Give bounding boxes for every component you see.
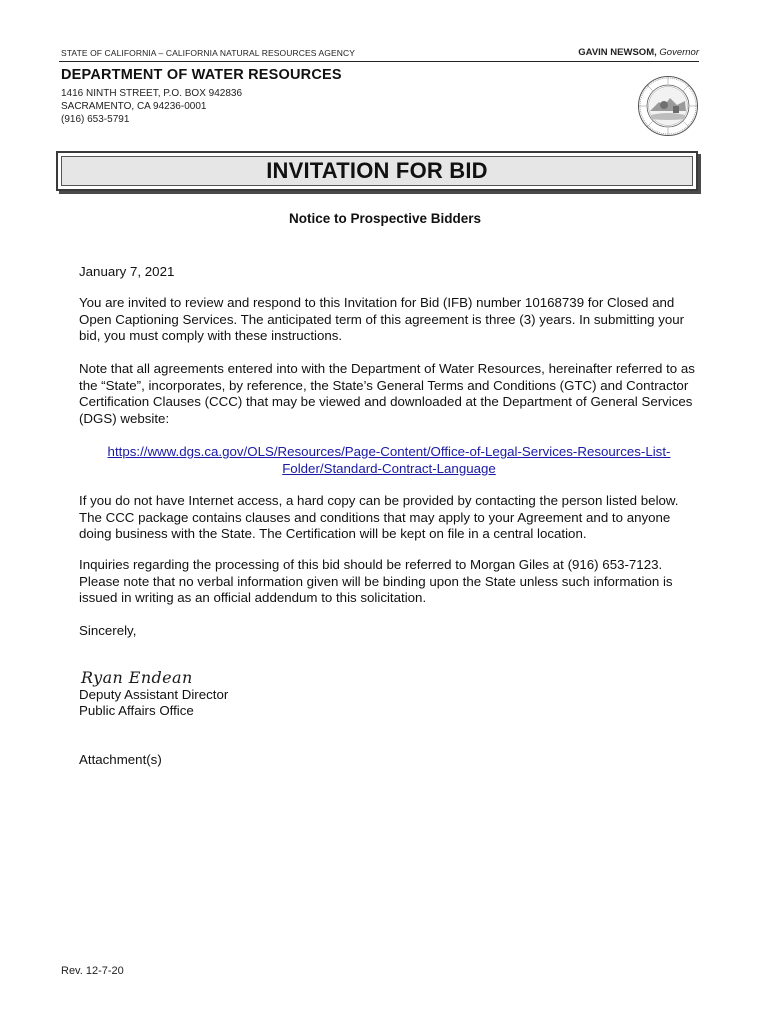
paragraph-inquiries: Inquiries regarding the processing of this bid should be referred to Morgan Giles at (916) 653-7123. Please note that no verbal information given will be binding upon the State unless such information is issued in writing as an official addendum to this solicitation.	[79, 557, 673, 605]
paragraph-invitation: You are invited to review and respond to this Invitation for Bid (IFB) number 10168739 for Closed and Open Captioning Services. The anticipated term of this agreement is three (3) years. In submitting your bid, you must comply with these instructions.	[79, 295, 685, 343]
closing: Sincerely,	[79, 623, 137, 638]
document-subtitle: Notice to Prospective Bidders	[288, 211, 482, 226]
letterhead-topline	[59, 45, 699, 61]
paragraph-hard-copy: If you do not have Internet access, a hard copy can be provided by contacting the person listed below. The CCC package contains clauses and conditions that may apply to your Agreement and to anyone doing business with the State. The Certification will be kept on file in a central location.	[79, 493, 679, 541]
document-title: INVITATION FOR BID	[266, 158, 488, 183]
governor-title: Governor	[659, 47, 699, 58]
governor-line	[578, 47, 699, 58]
letter-date: January 7, 2021	[79, 264, 175, 279]
address-line-phone: (916) 653-5791	[61, 114, 130, 125]
department-name: DEPARTMENT OF WATER RESOURCES	[61, 67, 342, 83]
dgs-website-link[interactable]	[108, 444, 671, 476]
address-line-street: 1416 NINTH STREET, P.O. BOX 942836	[61, 88, 243, 99]
title-box-inner	[61, 156, 693, 186]
state-seal-icon	[637, 75, 699, 137]
dgs-link-line-1: https://www.dgs.ca.gov/OLS/Resources/Page-Content/Office-of-Legal-Services-Resources-List-	[107, 444, 671, 459]
governor-name: GAVIN NEWSOM,	[578, 47, 657, 58]
address-line-city: SACRAMENTO, CA 94236-0001	[61, 101, 207, 112]
attachments-note: Attachment(s)	[79, 752, 162, 767]
signer-title: Deputy Assistant Director	[79, 687, 229, 702]
title-box	[56, 151, 698, 191]
signature: Ryan Endean	[81, 668, 193, 687]
dgs-link-block	[79, 444, 699, 477]
agency-name: STATE OF CALIFORNIA – CALIFORNIA NATURAL RESOURCES AGENCY	[61, 48, 355, 58]
letterhead-divider	[59, 61, 699, 62]
revision-footer: Rev. 12-7-20	[61, 965, 124, 977]
dgs-link-line-2: Folder/Standard-Contract-Language	[282, 460, 496, 476]
paragraph-terms: Note that all agreements entered into with the Department of Water Resources, hereinafter referred to as the “State”, incorporates, by reference, the State’s General Terms and Conditions (GTC) and Contractor Certification Clauses (CCC) that may be viewed and downloaded at the Department of General Services (DGS) website:	[79, 361, 695, 426]
signer-office: Public Affairs Office	[79, 703, 194, 718]
